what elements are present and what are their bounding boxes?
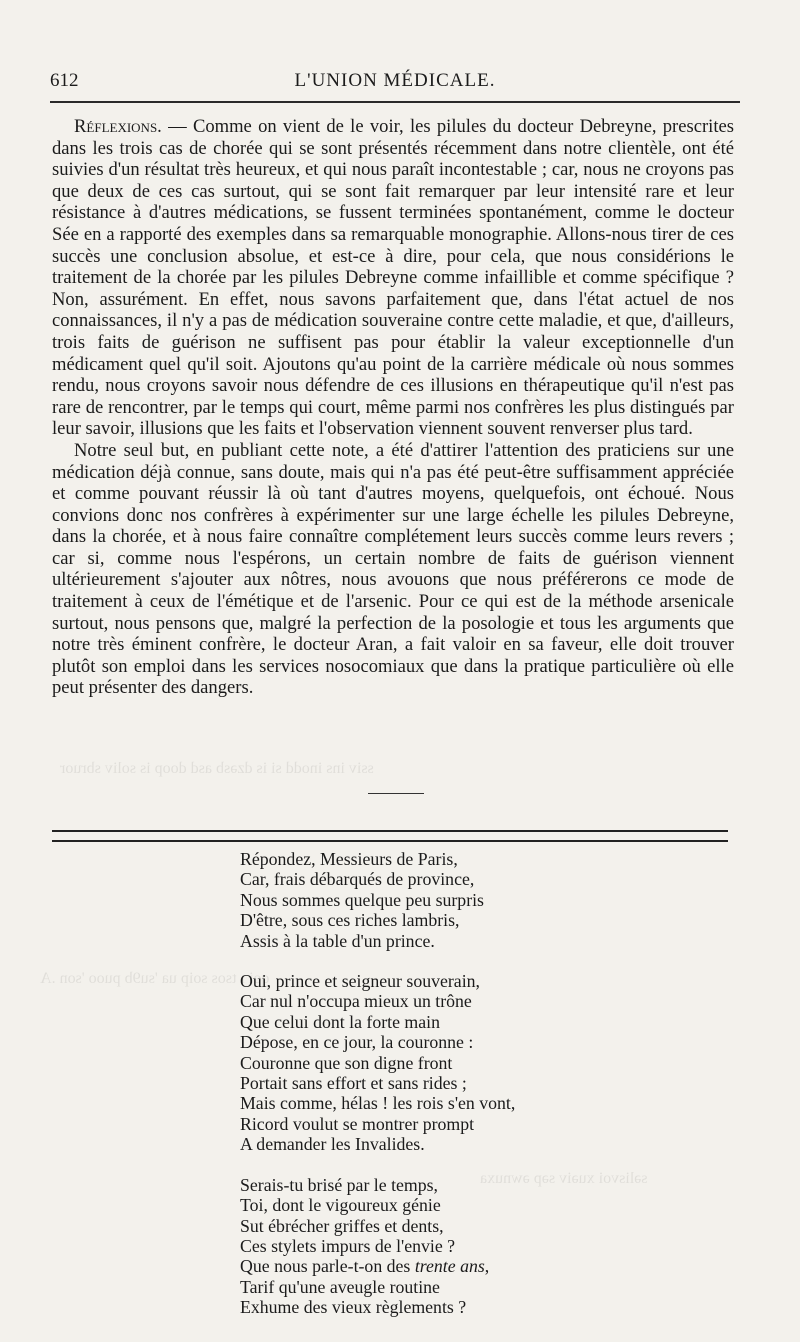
- verse-line: Oui, prince et seigneur souverain,: [240, 971, 480, 992]
- verse-line: D'être, sous ces riches lambris,: [240, 910, 460, 931]
- running-header: [50, 70, 740, 100]
- verse-line: Portait sans effort et sans rides ;: [240, 1073, 467, 1094]
- stanza: [240, 1175, 730, 1318]
- verse-line: Ricord voulut se montrer prompt: [240, 1113, 475, 1134]
- bleed-through-texture: ssiv ins inodd si is dzəsb asd doop is soliv sbruor: [60, 760, 374, 777]
- feuilleton-rule: [52, 830, 728, 842]
- verse-line: Tarif qu'une aveugle routine: [240, 1276, 440, 1297]
- verse-line: Exhume des vieux règlements ?: [240, 1297, 467, 1318]
- verse-line: Car, frais débarqués de province,: [240, 869, 475, 890]
- bleed-through-texture: səlisvoi xuəiv səp əwnuxa: [480, 1170, 648, 1187]
- paragraph: [52, 116, 734, 440]
- paragraph: [52, 440, 734, 699]
- verse-line: [240, 1256, 730, 1276]
- verse-line: A demander les Invalides.: [240, 1134, 425, 1155]
- verse-line: Assis à la table d'un prince.: [240, 930, 435, 951]
- verse-line: Ces stylets impurs de l'envie ?: [240, 1235, 456, 1256]
- verse-line: Mais comme, hélas ! les rois s'en vont,: [240, 1093, 516, 1114]
- verse-line: Couronne que son digne front: [240, 1052, 453, 1073]
- page-number: 612: [50, 70, 79, 91]
- bleed-through-texture: qoi ı tsos soip ua 'su9b puoo 'son .A: [40, 970, 270, 987]
- poem: [240, 849, 730, 1338]
- verse-line: Toi, dont le vigoureux génie: [240, 1195, 441, 1216]
- verse-line: Que celui dont la forte main: [240, 1011, 440, 1032]
- verse-line: Nous sommes quelque peu surpris: [240, 889, 484, 910]
- header-rule: [50, 101, 740, 103]
- verse-line: Serais-tu brisé par le temps,: [240, 1174, 439, 1195]
- stanza: [240, 849, 730, 951]
- verse-text: Que nous parle-t-on des: [240, 1256, 415, 1277]
- verse-emphasis: trente ans: [414, 1256, 485, 1277]
- running-title: L'UNION MÉDICALE.: [294, 70, 496, 91]
- reflexions-label: Réflexions.: [74, 116, 162, 137]
- stanza: [240, 971, 730, 1155]
- verse-text: ,: [484, 1256, 490, 1277]
- paragraph-text: — Comme on vient de le voir, les pilules du docteur Debreyne, prescrites dans les trois cas de chorée qui se sont présentés récemment dans notre clientèle, ont été suivies d'un résultat très heureux, et qui nous paraît incontestable ; car, nous ne croyons pas que deux de ces cas surtout, qui se sont fait remarquer par leur intensité rare et leur résistance à d'autres médications, se fussent terminées spontanément, comme le docteur Sée en a rapporté des exemples dans sa remarquable monographie. Allons-nous tirer de ces succès une conclusion absolue, et est-ce à dire, pour cela, que nous considérions le traitement de la chorée par les pilules Debreyne comme infaillible et comme spécifique ? Non, assurément. En effet, nous savons parfaitement que, dans l'état actuel de nos connaissances, il n'y a pas de médication souveraine contre cette maladie, et que, d'ailleurs, trois faits de guérison ne suffisent pas pour établir la valeur exceptionnelle d'un médicament quel qu'il soit. Ajoutons qu'au point de la carrière médicale où nous sommes rendu, nous croyons savoir nous défendre de ces illusions en thérapeutique qu'il n'est pas rare de rencontrer, par le temps qui court, même parmi nos confrères les plus distingués par leur savoir, illusions que les faits et l'observation viennent souvent renverser plus tard.: [52, 116, 734, 440]
- paragraph-text: Notre seul but, en publiant cette note, a été d'attirer l'attention des praticiens sur une médication déjà connue, sans doute, mais qui n'a pas été peut-être suffisamment appréciée et comme pouvant réussir là où tant d'autres moyens, quelquefois, ont échoué. Nous convions donc nos confrères à expérimenter sur une large échelle les pilules Debreyne, dans la chorée, et à nous faire connaître complétement leurs succès comme leurs revers ; car si, comme nous l'espérons, un certain nombre de faits de guérison viennent ultérieurement s'ajouter aux nôtres, nous avouons que nous préférerons ce mode de traitement à ceux de l'émétique et de l'arsenic. Pour ce qui est de la méthode arsenicale surtout, nous pensons que, malgré la perfection de la posologie et tous les arguments que notre très éminent confrère, le docteur Aran, a fait valoir en sa faveur, elle doit trouver plutôt son emploi dans les services nosocomiaux que dans la pratique particulière où elle peut présenter des dangers.: [52, 439, 734, 699]
- verse-line: Répondez, Messieurs de Paris,: [240, 849, 458, 869]
- verse-line: Car nul n'occupa mieux un trône: [240, 991, 472, 1012]
- verse-line: Dépose, en ce jour, la couronne :: [240, 1032, 474, 1053]
- section-divider: [368, 793, 424, 794]
- article-body: [52, 116, 734, 699]
- verse-line: Sut ébrécher griffes et dents,: [240, 1215, 444, 1236]
